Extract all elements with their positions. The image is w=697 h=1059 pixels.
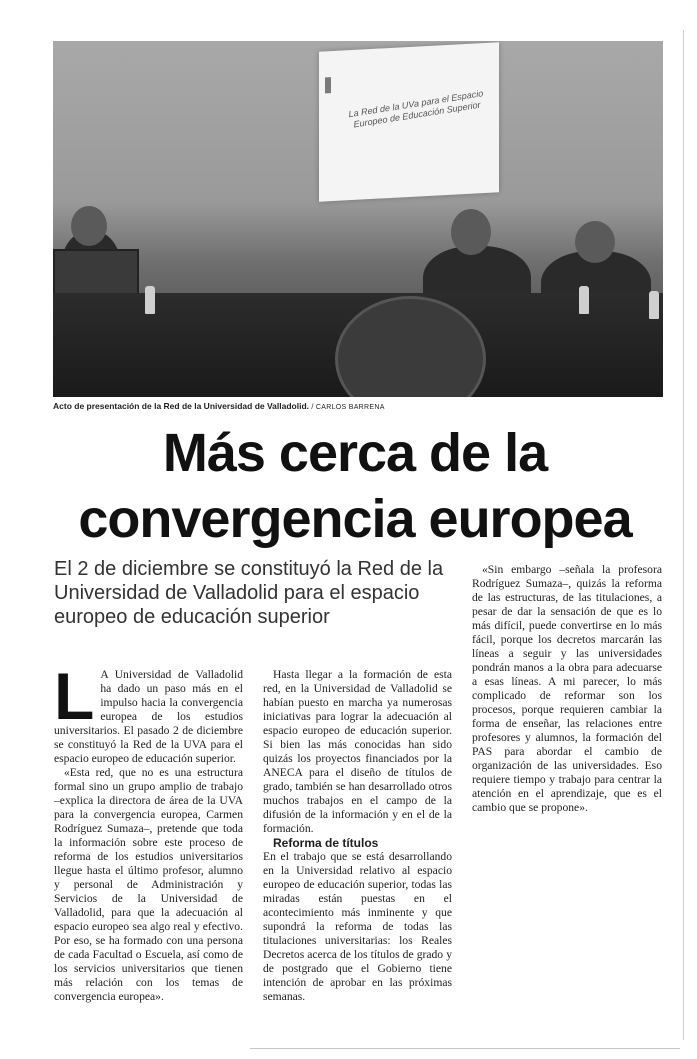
photo-credit: / CARLOS BARRENA: [311, 404, 385, 411]
event-photo: [53, 41, 663, 397]
article-paragraph-1: [54, 659, 243, 766]
article-column-3: [472, 563, 662, 815]
water-bottle-icon: [145, 286, 155, 314]
paragraph-1-text: A Universidad de Valladolid ha dado un paso más en el impulso hacia la convergencia europea de los estudios universitarios. El pasado 2 de diciembre se constituyó la Red de la UVA para el espacio europeo de educación superior.: [54, 668, 243, 765]
headline-line-1: Más cerca de la: [162, 423, 548, 483]
headline: [30, 420, 680, 552]
column-rule: [683, 30, 684, 1040]
water-bottle-icon: [649, 291, 659, 319]
speaker-right-head: [575, 221, 615, 263]
subheadline: El 2 de diciembre se constituyó la Red de la Universidad de Valladolid para el espacio europeo de educación superior: [54, 558, 444, 628]
article-paragraph-4: En el trabajo que se está desarrollando en la Universidad relativo al espacio europeo de educación superior, todas las miradas están puestas en el acontecimiento más inminente y que supondrá la reforma de todas las titulaciones universitarias: los Reales Decretos acerca de los títulos de grado y de postgrado que el Gobierno tiene intención de aprobar en las próximas semanas.: [263, 850, 452, 1003]
projection-screen: [319, 42, 499, 201]
speaker-left-head: [71, 206, 107, 246]
article-paragraph-2: «Esta red, que no es una estructura formal sino un grupo amplio de trabajo –explica la directora de área de la UVA para la convergencia europea, Carmen Rodríguez Sumaza–, pretende que toda la información sobre este proceso de reforma de los estudios universitarios llegue hasta el último profesor, alumno y personal de Administración y Servicios de la Universidad de Valladolid, para que la adecuación al espacio europeo sea algo real y efectivo. Por eso, se ha formado con una persona de cada Facultad o Escuela, así como de los servicios universitarios que tienen más relación con los temas de convergencia europea».: [54, 766, 243, 1003]
slide-logo-icon: [325, 77, 331, 93]
article-column-2: [263, 668, 452, 1004]
photo-caption: [53, 401, 663, 411]
headline-line-2: convergencia europea: [78, 489, 632, 549]
drop-cap: L: [54, 659, 95, 733]
article-paragraph-5: «Sin embargo –señala la profesora Rodríguez Sumaza–, quizás la reforma de las estructuras, de las titulaciones, a pesar de dar la sensación de que es lo más difícil, puede convertirse en lo más fácil, porque los decretos marcarán las líneas a seguir y las universidades pondrán manos a la obra para adecuarse a esas líneas. A mi parecer, lo más complicado de reformar son los procesos, porque requieren cambiar la forma de enseñar, las relaciones entre profesores y alumnos, la formación del PAS para abordar el cambio de organización de las universidades. Eso requiere tiempo y trabajo para centrar la atención en el aprendizaje, que es el cambio que se propone».: [472, 563, 662, 814]
bottom-rule: [250, 1048, 680, 1049]
article-paragraph-3: Hasta llegar a la formación de esta red, en la Universidad de Valladolid se habían puesto en marcha ya numerosas iniciativas para lograr la adecuación al espacio europeo de educación superior. Si bien las más conocidas han sido quizás los proyectos financiados por la ANECA para el diseño de títulos de grado, también se han desarrollado otros muchos trabajos en el campo de la difusión de la información y en el de la formación.: [263, 668, 452, 835]
speaker-center-head: [451, 209, 491, 255]
slide-text: La Red de la UVa para el Espacio Europeo de Educación Superior: [348, 88, 484, 130]
section-title: Reforma de títulos: [273, 836, 379, 850]
water-bottle-icon: [579, 286, 589, 314]
caption-text: Acto de presentación de la Red de la Universidad de Valladolid.: [53, 401, 310, 411]
article-column-1: [54, 659, 243, 1004]
